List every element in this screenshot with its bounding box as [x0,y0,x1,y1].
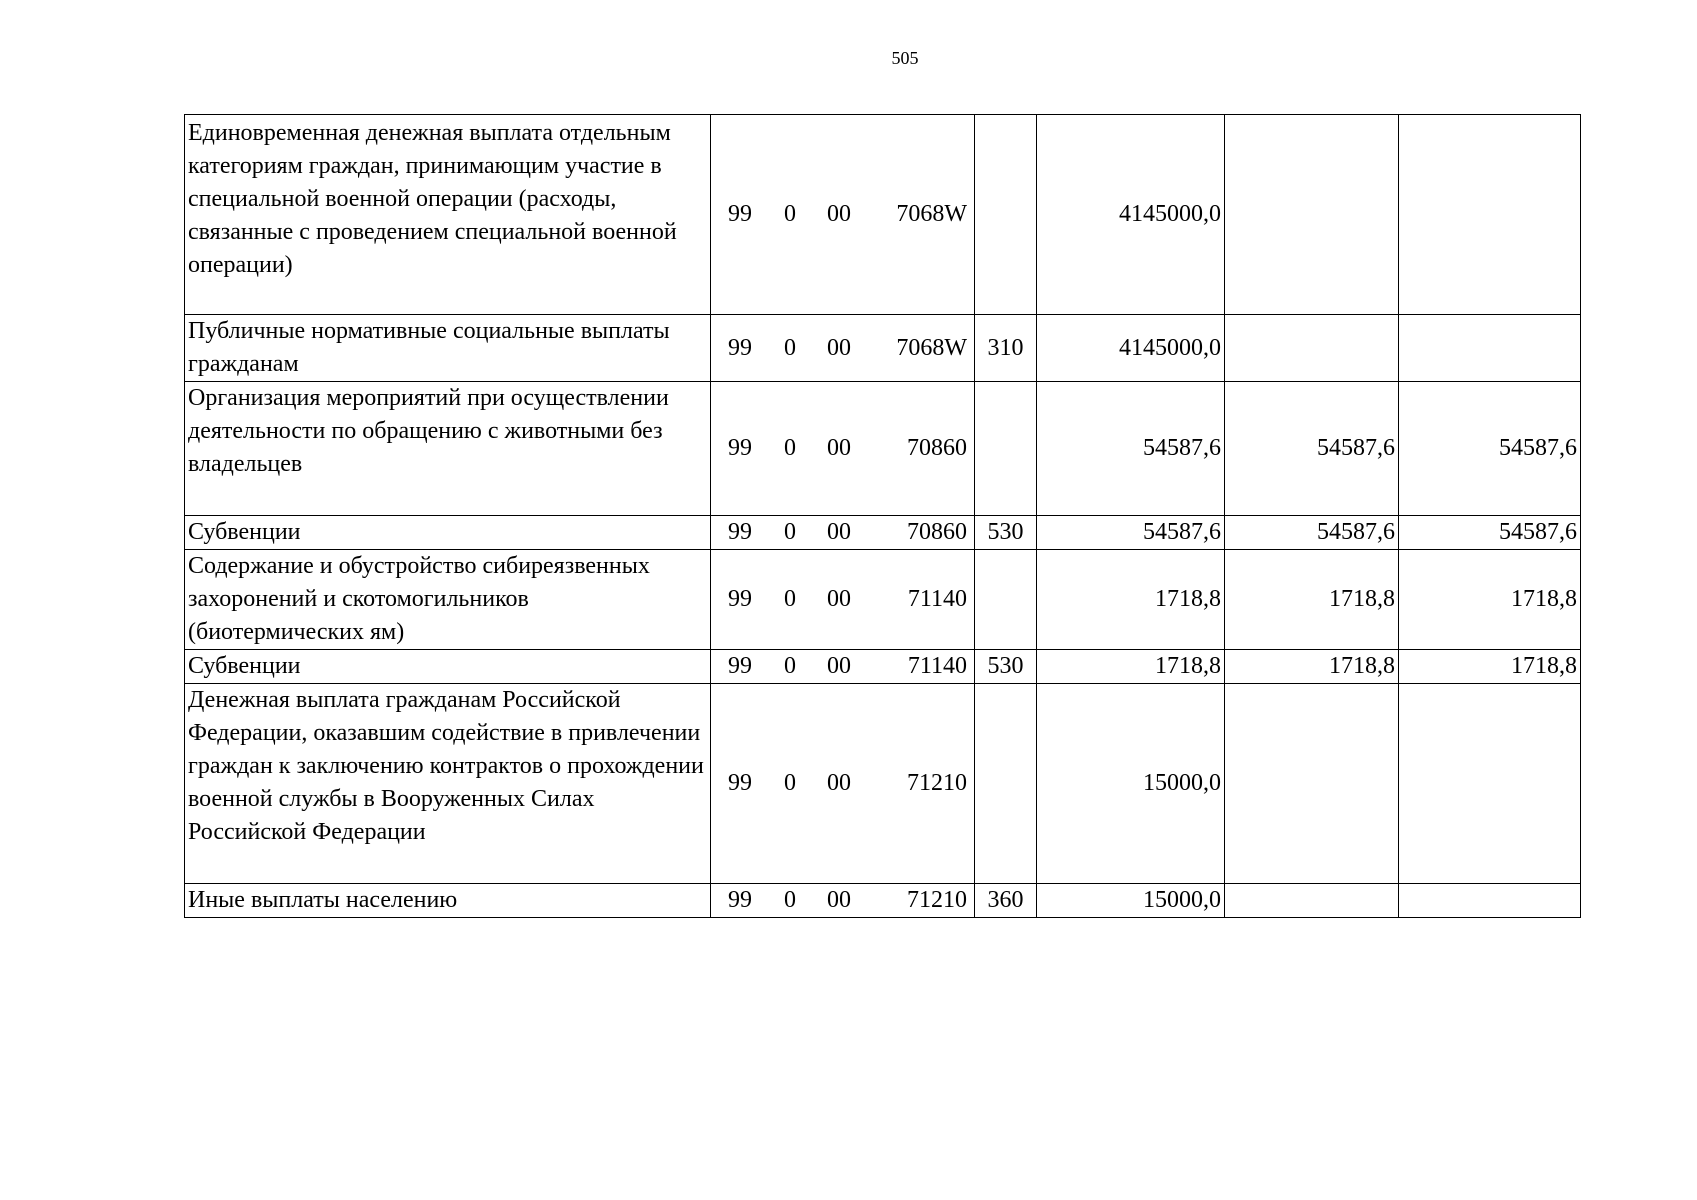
row-subprogram: 0 [784,201,796,227]
row-direction: 00 [827,519,851,545]
row-sum-3 [1399,884,1581,918]
row-subprogram: 0 [784,653,796,679]
row-name: Единовременная денежная выплата отдельным категориям граждан, принимающим участие в специальной военной операции (расходы, связанные с проведением специальной военной операции) [185,115,711,315]
page-number: 505 [891,48,919,68]
row-sum-1: 1718,8 [1037,650,1225,684]
table-row [185,884,1581,918]
row-sum-1: 1718,8 [1037,550,1225,650]
row-subprogram: 0 [784,586,796,612]
budget-table-body [185,115,1581,918]
row-sum-3: 54587,6 [1399,382,1581,516]
row-sum-1: 54587,6 [1037,516,1225,550]
row-subprogram: 0 [784,519,796,545]
row-program: 99 [728,334,752,361]
row-subprogram: 0 [784,435,796,461]
row-codes [711,684,975,884]
row-sum-3: 1718,8 [1399,550,1581,650]
row-sum-2 [1225,684,1399,884]
row-code: 70860 [907,435,967,461]
row-code: 70860 [907,519,967,545]
row-sum-2: 1718,8 [1225,550,1399,650]
row-code: 7068W [896,334,967,361]
row-code: 71210 [907,770,967,796]
row-code: 71210 [907,887,967,913]
row-direction: 00 [827,586,851,612]
table-row [185,115,1581,315]
row-sum-2 [1225,115,1399,315]
table-row [185,516,1581,550]
row-program: 99 [728,887,752,913]
row-direction: 00 [827,201,851,227]
row-codes [711,550,975,650]
row-direction: 00 [827,887,851,913]
row-sum-1: 4145000,0 [1037,115,1225,315]
row-program: 99 [728,435,752,461]
row-sum-3 [1399,684,1581,884]
table-row [185,684,1581,884]
row-program: 99 [728,201,752,227]
row-vr: 530 [975,516,1037,550]
row-name: Денежная выплата гражданам Российской Федерации, оказавшим содействие в привлечении граждан к заключению контрактов о прохождении военной службы в Вооруженных Силах Российской Федерации [185,684,711,884]
row-codes [711,382,975,516]
row-program: 99 [728,653,752,679]
row-direction: 00 [827,770,851,796]
budget-table [184,114,1581,918]
row-name: Публичные нормативные социальные выплаты гражданам [185,315,711,382]
row-program: 99 [728,586,752,612]
row-sum-3: 1718,8 [1399,650,1581,684]
row-sum-2: 1718,8 [1225,650,1399,684]
row-vr [975,684,1037,884]
row-vr: 530 [975,650,1037,684]
row-code: 71140 [907,586,967,612]
row-sum-3 [1399,115,1581,315]
row-codes [711,516,975,550]
row-sum-2: 54587,6 [1225,382,1399,516]
row-code: 7068W [896,201,967,227]
row-name: Организация мероприятий при осуществлении деятельности по обращению с животными без владельцев [185,382,711,516]
row-sum-2 [1225,884,1399,918]
row-sum-3: 54587,6 [1399,516,1581,550]
table-row [185,650,1581,684]
row-program: 99 [728,770,752,796]
row-sum-1: 4145000,0 [1037,315,1225,382]
row-sum-2 [1225,315,1399,382]
row-codes [711,884,975,918]
row-codes [711,315,975,382]
row-code: 71140 [907,653,967,679]
row-sum-3 [1399,315,1581,382]
row-vr: 360 [975,884,1037,918]
row-codes [711,115,975,315]
row-sum-1: 15000,0 [1037,684,1225,884]
row-vr [975,382,1037,516]
row-subprogram: 0 [784,770,796,796]
row-vr [975,115,1037,315]
table-row [185,550,1581,650]
row-direction: 00 [827,435,851,461]
row-program: 99 [728,519,752,545]
row-sum-1: 54587,6 [1037,382,1225,516]
row-name: Содержание и обустройство сибиреязвенных захоронений и скотомогильников (биотермических ям) [185,550,711,650]
row-direction: 00 [827,334,851,361]
row-subprogram: 0 [784,334,796,361]
row-name: Субвенции [185,650,711,684]
row-name: Субвенции [185,516,711,550]
row-sum-1: 15000,0 [1037,884,1225,918]
table-row [185,315,1581,382]
row-subprogram: 0 [784,887,796,913]
row-vr [975,550,1037,650]
row-vr: 310 [975,315,1037,382]
table-row [185,382,1581,516]
row-sum-2: 54587,6 [1225,516,1399,550]
row-name: Иные выплаты населению [185,884,711,918]
row-direction: 00 [827,653,851,679]
row-codes [711,650,975,684]
